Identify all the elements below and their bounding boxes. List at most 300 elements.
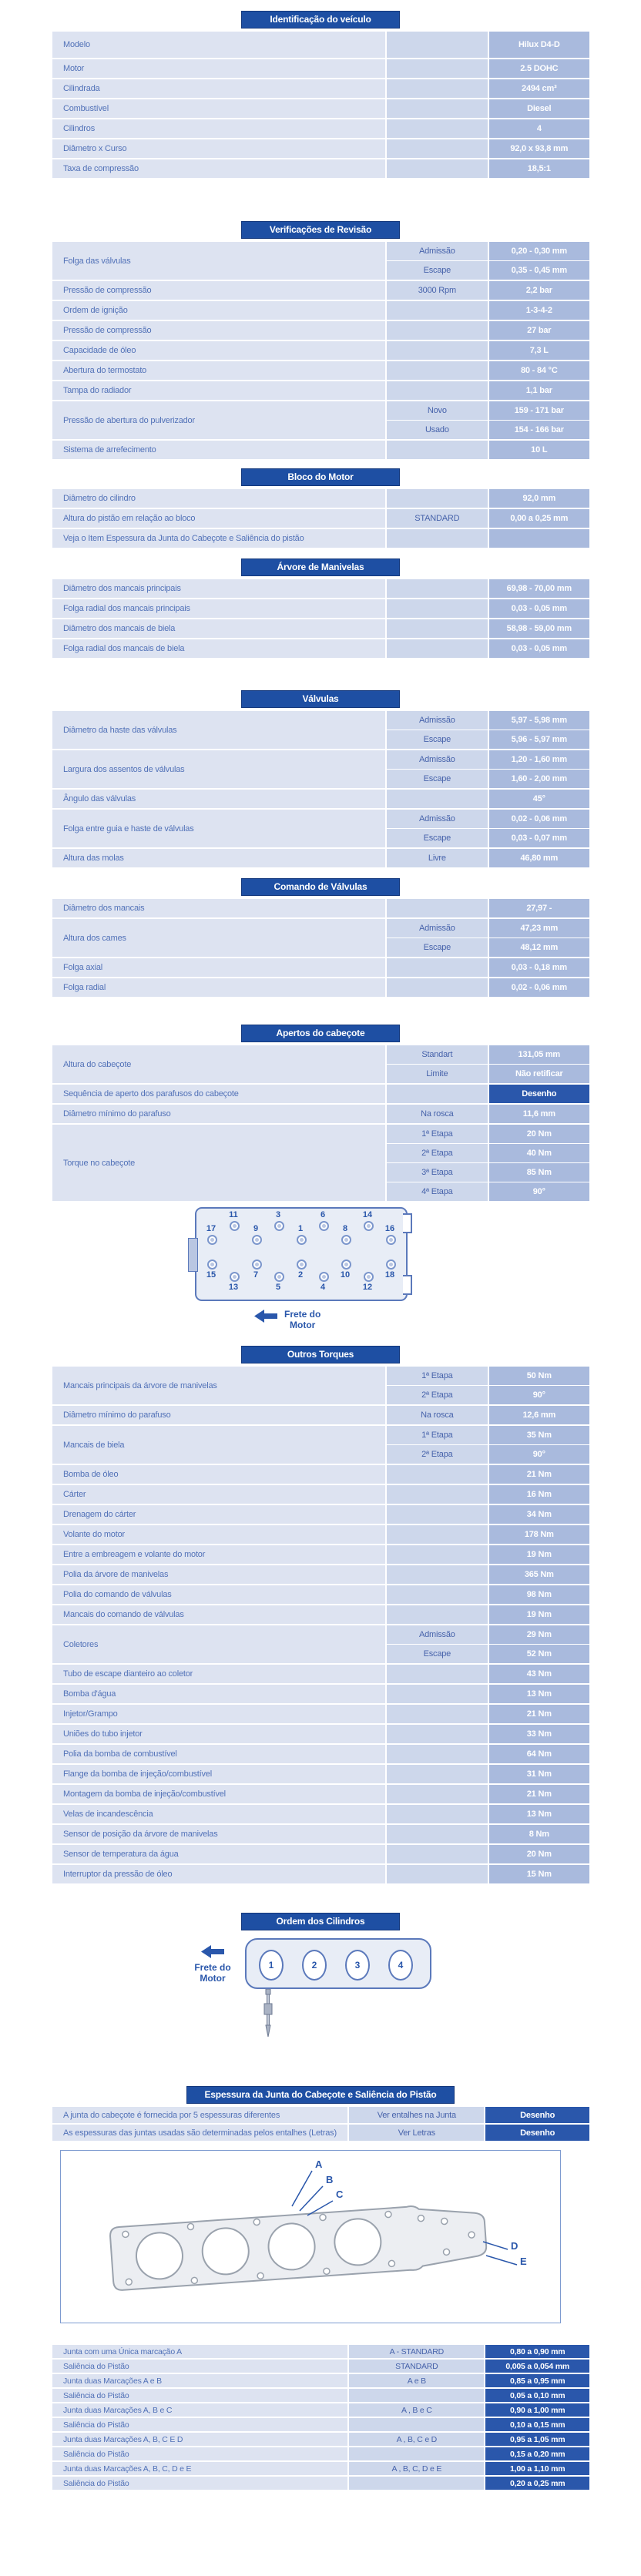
- bolt-number: 7: [253, 1270, 259, 1280]
- table-row: [52, 242, 589, 280]
- engine-front-line: Motor: [290, 1320, 316, 1330]
- table-subrow: [387, 341, 589, 360]
- row-label: Pressão de compressão: [52, 281, 385, 300]
- table-row: [52, 1367, 589, 1404]
- row-label: Folga axial: [52, 958, 385, 977]
- row-subcolumns: [387, 1125, 589, 1201]
- row-label: Diâmetro mínimo do parafuso: [52, 1406, 385, 1424]
- row-value: 0,20 a 0,25 mm: [485, 2477, 589, 2490]
- table-row: [52, 59, 589, 78]
- table-row: [52, 1705, 589, 1723]
- table-subrow: [387, 1765, 589, 1783]
- row-value: 131,05 mm: [489, 1045, 589, 1064]
- row-qualifier: [387, 341, 487, 360]
- head-bolt: [341, 1235, 351, 1245]
- table-subrow: [387, 261, 589, 280]
- table-subrow: [387, 1406, 589, 1424]
- row-subcolumns: [387, 59, 589, 78]
- row-subcolumns: [349, 2360, 589, 2373]
- table-row: [52, 579, 589, 598]
- row-value: 0,35 - 0,45 mm: [489, 261, 589, 280]
- section-table: [0, 1346, 641, 1883]
- bolt-number: 18: [384, 1270, 395, 1280]
- table-subrow: [387, 1045, 589, 1064]
- row-subcolumns: [387, 32, 589, 58]
- desenho-button[interactable]: Desenho: [489, 1085, 589, 1103]
- table-subrow: [387, 421, 589, 439]
- head-bolt: [230, 1221, 240, 1231]
- row-value: Hilux D4-D: [489, 32, 589, 58]
- table-subrow: [387, 1182, 589, 1201]
- cylinder-number: 1: [268, 1960, 274, 1971]
- row-qualifier: Admissão: [387, 810, 487, 828]
- row-value: 46,80 mm: [489, 849, 589, 867]
- table-subrow: [387, 281, 589, 300]
- table-subrow: [387, 529, 589, 548]
- row-value: 154 - 166 bar: [489, 421, 589, 439]
- row-subcolumns: [387, 1685, 589, 1703]
- row-label: Junta duas Marcações A, B e C: [52, 2403, 347, 2417]
- row-value: 11,6 mm: [489, 1105, 589, 1123]
- row-label: Velas de incandescência: [52, 1805, 385, 1823]
- row-qualifier: [349, 2418, 484, 2431]
- row-label: Saliência do Pistão: [52, 2360, 347, 2373]
- row-value: 2.5 DOHC: [489, 59, 589, 78]
- table-row: [52, 2403, 589, 2417]
- row-subcolumns: [387, 361, 589, 380]
- row-value: 16 Nm: [489, 1485, 589, 1504]
- section-title-text: Identificação do veículo: [241, 11, 400, 29]
- row-qualifier: [387, 361, 487, 380]
- table-row: [52, 919, 589, 957]
- row-value: 85 Nm: [489, 1163, 589, 1182]
- row-value: 69,98 - 70,00 mm: [489, 579, 589, 598]
- row-value: 31 Nm: [489, 1765, 589, 1783]
- row-qualifier: Usado: [387, 421, 487, 439]
- row-subcolumns: [387, 441, 589, 459]
- engine-front-line: Frete do: [194, 1962, 231, 1973]
- section-table: [0, 468, 641, 548]
- table-subrow: [387, 1065, 589, 1083]
- row-qualifier: Standart: [387, 1045, 487, 1064]
- table-row: [52, 958, 589, 977]
- row-value: 50 Nm: [489, 1367, 589, 1385]
- row-subcolumns: [387, 139, 589, 158]
- row-qualifier: [387, 99, 487, 118]
- table-row: [52, 1585, 589, 1604]
- row-qualifier: [387, 899, 487, 917]
- row-label: Bomba d'água: [52, 1685, 385, 1703]
- table-row: [52, 99, 589, 118]
- row-subcolumns: [387, 711, 589, 749]
- row-qualifier: A e B: [349, 2374, 484, 2387]
- row-qualifier: Na rosca: [387, 1406, 487, 1424]
- table-subrow: [387, 730, 589, 749]
- row-label: Cilindrada: [52, 79, 385, 98]
- table-subrow: [387, 579, 589, 598]
- section-table: [0, 2345, 641, 2490]
- desenho-button[interactable]: Desenho: [485, 2107, 589, 2123]
- bolt-hole: [468, 2232, 475, 2239]
- table-row: [52, 1426, 589, 1464]
- row-qualifier: [387, 1585, 487, 1604]
- row-subcolumns: [387, 1805, 589, 1823]
- row-subcolumns: [387, 1785, 589, 1803]
- row-label: Saliência do Pistão: [52, 2447, 347, 2460]
- section-table: [0, 558, 641, 658]
- spec-table: [52, 32, 589, 178]
- row-label: Cárter: [52, 1485, 385, 1504]
- table-row: [52, 2107, 589, 2123]
- section-table: [0, 2086, 641, 2141]
- head-bolt: [297, 1235, 307, 1245]
- row-label: Entre a embreagem e volante do motor: [52, 1545, 385, 1564]
- table-subrow: [387, 711, 589, 730]
- table-row: [52, 1465, 589, 1484]
- table-row: [52, 1625, 589, 1663]
- row-qualifier: [349, 2477, 484, 2490]
- row-qualifier: 2ª Etapa: [387, 1445, 487, 1464]
- row-subcolumns: [387, 919, 589, 957]
- section-gasket_diagram: [0, 2150, 641, 2323]
- row-qualifier: [387, 1085, 487, 1103]
- desenho-button[interactable]: Desenho: [485, 2125, 589, 2141]
- engine-front-text: [194, 1962, 230, 1984]
- callout-line: [486, 2256, 517, 2265]
- row-label: Diâmetro dos mancais: [52, 899, 385, 917]
- bolt-hole: [324, 2268, 331, 2275]
- table-subrow: [349, 2125, 589, 2141]
- table-subrow: [387, 79, 589, 98]
- table-subrow: [387, 1105, 589, 1123]
- row-value: 0,00 a 0,25 mm: [489, 509, 589, 528]
- row-subcolumns: [387, 619, 589, 638]
- row-qualifier: 4ª Etapa: [387, 1182, 487, 1201]
- table-subrow: [387, 59, 589, 78]
- section-table: [0, 878, 641, 997]
- spec-table: [52, 2345, 589, 2490]
- table-row: [52, 810, 589, 847]
- row-value: 0,85 a 0,95 mm: [485, 2374, 589, 2387]
- row-value: 0,95 a 1,05 mm: [485, 2433, 589, 2446]
- table-row: [52, 1545, 589, 1564]
- row-subcolumns: [349, 2125, 589, 2141]
- head-bolt: [252, 1259, 262, 1270]
- table-row: [52, 1605, 589, 1624]
- row-subcolumns: [387, 281, 589, 300]
- spec-sheet-content: [0, 11, 641, 2490]
- engine-front-label: [254, 1309, 641, 1330]
- row-subcolumns: [387, 79, 589, 98]
- table-row: [52, 1745, 589, 1763]
- table-subrow: [387, 1625, 589, 1644]
- row-subcolumns: [387, 1865, 589, 1883]
- section-title: [0, 1346, 641, 1363]
- row-qualifier: 2ª Etapa: [387, 1144, 487, 1162]
- row-subcolumns: [387, 1105, 589, 1123]
- section-title: [0, 2086, 641, 2104]
- cylinder-order-diagram: [185, 1934, 462, 2055]
- table-subrow: [387, 242, 589, 260]
- cylinder-number: 3: [354, 1960, 361, 1971]
- row-subcolumns: [349, 2477, 589, 2490]
- row-label: Capacidade de óleo: [52, 341, 385, 360]
- row-value: 48,12 mm: [489, 938, 589, 957]
- bolt-number: 12: [362, 1283, 373, 1292]
- table-row: [52, 711, 589, 749]
- section-title: [0, 468, 641, 486]
- row-qualifier: [387, 489, 487, 508]
- bolt-number: 17: [206, 1224, 216, 1233]
- row-subcolumns: [387, 159, 589, 178]
- cylinder-bank-plate: [245, 1938, 431, 1989]
- row-qualifier: [387, 301, 487, 320]
- row-value: 1,00 a 1,10 mm: [485, 2462, 589, 2475]
- row-value: 10 L: [489, 441, 589, 459]
- arrow-left-icon: [254, 1309, 277, 1323]
- row-subcolumns: [387, 1505, 589, 1524]
- table-subrow: [387, 99, 589, 118]
- table-subrow: [387, 1685, 589, 1703]
- row-label: Largura dos assentos de válvulas: [52, 750, 385, 788]
- bolt-number: 16: [384, 1224, 395, 1233]
- bolt-number: 14: [362, 1210, 373, 1219]
- row-value: 1-3-4-2: [489, 301, 589, 320]
- table-subrow: [387, 1386, 589, 1404]
- table-row: [52, 1485, 589, 1504]
- table-row: [52, 139, 589, 158]
- row-label: Sistema de arrefecimento: [52, 441, 385, 459]
- row-qualifier: Escape: [387, 1645, 487, 1663]
- head-gasket-drawing: [61, 2151, 560, 2323]
- section-table: [0, 11, 641, 178]
- row-value: 365 Nm: [489, 1565, 589, 1584]
- gasket-notch-label: C: [336, 2189, 344, 2200]
- table-row: [52, 1565, 589, 1584]
- row-subcolumns: [387, 958, 589, 977]
- table-subrow: [349, 2360, 589, 2373]
- bolt-hole: [122, 2231, 129, 2238]
- gasket-diagram-box: [60, 2150, 561, 2323]
- plate-top-right-notch: [403, 1213, 412, 1233]
- row-qualifier: Novo: [387, 401, 487, 420]
- head-bolt: [341, 1259, 351, 1270]
- table-row: [52, 301, 589, 320]
- row-value: 1,60 - 2,00 mm: [489, 770, 589, 788]
- table-row: [52, 1505, 589, 1524]
- row-subcolumns: [387, 1545, 589, 1564]
- row-qualifier: A - STANDARD: [349, 2345, 484, 2358]
- bolt-hole: [443, 2249, 450, 2256]
- row-value: 29 Nm: [489, 1625, 589, 1644]
- row-label: Diâmetro dos mancais de biela: [52, 619, 385, 638]
- bolt-number: 13: [228, 1283, 239, 1292]
- section-title-text: Apertos do cabeçote: [241, 1025, 400, 1042]
- row-subcolumns: [387, 579, 589, 598]
- head-bolt: [364, 1221, 374, 1231]
- row-value: 34 Nm: [489, 1505, 589, 1524]
- table-subrow: [387, 1163, 589, 1182]
- head-bolt: [207, 1235, 217, 1245]
- table-subrow: [387, 32, 589, 58]
- table-subrow: [387, 1125, 589, 1143]
- row-qualifier: [387, 1825, 487, 1843]
- table-subrow: [349, 2107, 589, 2123]
- row-subcolumns: [387, 1367, 589, 1404]
- plate-bottom-right-notch: [403, 1275, 412, 1295]
- row-qualifier: [387, 1565, 487, 1584]
- row-label: Bomba de óleo: [52, 1465, 385, 1484]
- row-subcolumns: [387, 321, 589, 340]
- row-qualifier: 1ª Etapa: [387, 1125, 487, 1143]
- table-subrow: [387, 810, 589, 828]
- row-label: Uniões do tubo injetor: [52, 1725, 385, 1743]
- row-qualifier: [387, 1865, 487, 1883]
- row-value: 15 Nm: [489, 1865, 589, 1883]
- row-label: Veja o Item Espessura da Junta do Cabeçote e Saliência do pistão: [52, 529, 385, 548]
- row-qualifier: [387, 32, 487, 58]
- row-value: 12,6 mm: [489, 1406, 589, 1424]
- row-value: 21 Nm: [489, 1705, 589, 1723]
- table-subrow: [387, 919, 589, 937]
- bolt-number: 3: [275, 1210, 281, 1219]
- row-value: 18,5:1: [489, 159, 589, 178]
- row-label: As espessuras das juntas usadas são determinadas pelos entalhes (Letras): [52, 2125, 347, 2141]
- table-row: [52, 2125, 589, 2141]
- table-row: [52, 509, 589, 528]
- table-subrow: [387, 1805, 589, 1823]
- table-subrow: [387, 790, 589, 808]
- row-qualifier: 3ª Etapa: [387, 1163, 487, 1182]
- row-qualifier: [387, 1725, 487, 1743]
- row-value: 80 - 84 °C: [489, 361, 589, 380]
- row-qualifier: [349, 2389, 484, 2402]
- row-label: Mancais principais da árvore de manivelas: [52, 1367, 385, 1404]
- row-value: 64 Nm: [489, 1745, 589, 1763]
- row-label: Coletores: [52, 1625, 385, 1663]
- table-subrow: [387, 849, 589, 867]
- row-qualifier: [387, 159, 487, 178]
- table-row: [52, 2462, 589, 2475]
- spec-table: [52, 899, 589, 997]
- row-value: 5,96 - 5,97 mm: [489, 730, 589, 749]
- table-subrow: [387, 1545, 589, 1564]
- row-qualifier: [387, 1845, 487, 1863]
- table-row: [52, 1085, 589, 1103]
- table-row: [52, 529, 589, 548]
- bolt-hole: [441, 2218, 448, 2225]
- table-subrow: [387, 1505, 589, 1524]
- row-value: 33 Nm: [489, 1725, 589, 1743]
- row-label: Folga radial: [52, 978, 385, 997]
- row-qualifier: [387, 1525, 487, 1544]
- row-value: 20 Nm: [489, 1845, 589, 1863]
- row-label: Tubo de escape dianteiro ao coletor: [52, 1665, 385, 1683]
- head-bolt: [297, 1259, 307, 1270]
- head-bolt: [252, 1235, 262, 1245]
- row-label: Interruptor da pressão de óleo: [52, 1865, 385, 1883]
- row-subcolumns: [387, 1705, 589, 1723]
- table-subrow: [387, 619, 589, 638]
- row-subcolumns: [349, 2447, 589, 2460]
- row-subcolumns: [387, 119, 589, 138]
- bolt-hole: [191, 2277, 198, 2284]
- row-qualifier: Escape: [387, 770, 487, 788]
- row-label: Motor: [52, 59, 385, 78]
- row-label: Injetor/Grampo: [52, 1705, 385, 1723]
- table-subrow: [349, 2462, 589, 2475]
- row-subcolumns: [387, 99, 589, 118]
- row-qualifier: [387, 1685, 487, 1703]
- row-qualifier: [387, 139, 487, 158]
- head-bolt: [319, 1221, 329, 1231]
- section-table: [0, 1025, 641, 1201]
- table-subrow: [387, 489, 589, 508]
- row-value: 92,0 mm: [489, 489, 589, 508]
- table-subrow: [387, 1465, 589, 1484]
- row-qualifier: [387, 1545, 487, 1564]
- row-qualifier: Ver Letras: [349, 2125, 484, 2141]
- row-qualifier: [387, 619, 487, 638]
- section-title: [0, 558, 641, 576]
- row-value: 8 Nm: [489, 1825, 589, 1843]
- table-subrow: [387, 958, 589, 977]
- table-subrow: [387, 1705, 589, 1723]
- head-bolt: [386, 1259, 396, 1270]
- row-label: Polia do comando de válvulas: [52, 1585, 385, 1604]
- callout-line: [300, 2186, 323, 2211]
- row-qualifier: Limite: [387, 1065, 487, 1083]
- row-label: Folga das válvulas: [52, 242, 385, 280]
- table-row: [52, 1845, 589, 1863]
- row-label: Altura do pistão em relação ao bloco: [52, 509, 385, 528]
- table-row: [52, 1125, 589, 1201]
- table-subrow: [387, 750, 589, 769]
- row-value: 0,02 - 0,06 mm: [489, 978, 589, 997]
- row-qualifier: Na rosca: [387, 1105, 487, 1123]
- section-title-text: Espessura da Junta do Cabeçote e Saliência do Pistão: [186, 2086, 454, 2104]
- row-subcolumns: [387, 1565, 589, 1584]
- table-subrow: [349, 2477, 589, 2490]
- row-subcolumns: [387, 242, 589, 280]
- cylinder-number: 4: [398, 1960, 404, 1971]
- row-qualifier: Admissão: [387, 919, 487, 937]
- row-label: Folga radial dos mancais de biela: [52, 639, 385, 658]
- row-qualifier: [387, 381, 487, 400]
- head-bolt: [207, 1259, 217, 1270]
- row-subcolumns: [349, 2433, 589, 2446]
- table-subrow: [349, 2418, 589, 2431]
- row-qualifier: Escape: [387, 938, 487, 957]
- table-subrow: [387, 639, 589, 658]
- section-title-text: Verificações de Revisão: [241, 221, 400, 239]
- row-qualifier: [387, 59, 487, 78]
- cylinder: [388, 1950, 413, 1981]
- table-subrow: [349, 2403, 589, 2417]
- row-qualifier: [349, 2447, 484, 2460]
- table-subrow: [387, 1144, 589, 1162]
- row-value: 0,02 - 0,06 mm: [489, 810, 589, 828]
- injector-icon: [262, 1989, 274, 2042]
- row-value: 27,97 -: [489, 899, 589, 917]
- row-qualifier: [387, 529, 487, 548]
- engine-front-line: Motor: [200, 1973, 226, 1984]
- table-row: [52, 2374, 589, 2387]
- spec-table: [52, 2107, 589, 2141]
- table-subrow: [387, 1785, 589, 1803]
- row-qualifier: Admissão: [387, 750, 487, 769]
- table-row: [52, 1685, 589, 1703]
